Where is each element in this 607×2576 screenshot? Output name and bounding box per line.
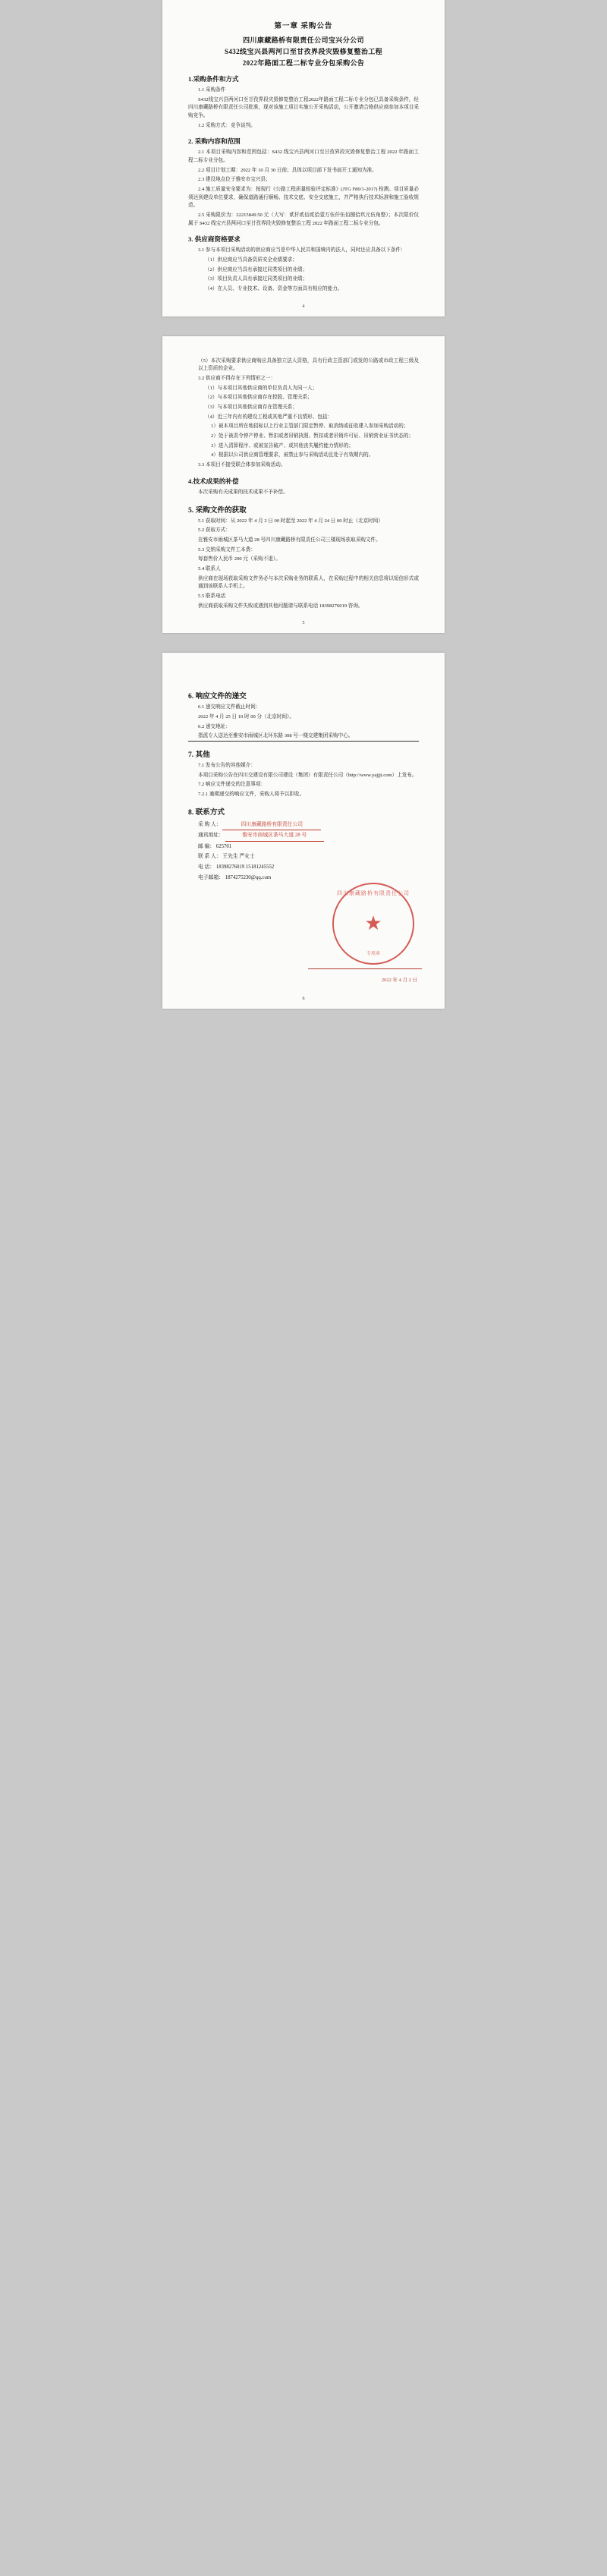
- signature-date: 2022 年 4 月 2 日: [381, 978, 417, 984]
- section-6-item-2-value: 指派专人送达至雅安市雨城区北环东路 308 号一楼交建集团采购中心。: [188, 732, 419, 742]
- company-seal-stamp: [332, 883, 414, 965]
- contact-label-email: 电子邮箱：: [198, 874, 224, 880]
- page-1: [162, 0, 445, 316]
- contact-label-buyer: 采 购 人：: [198, 821, 222, 827]
- org-line-3: 2022年路面工程二标专业分包采购公告: [242, 59, 365, 67]
- contact-label-address: 通讯地址：: [198, 833, 224, 839]
- p2-block-7: 1）被本项目所在地招标以上行业主管部门限定暂停、取消纳或征收建入参加采购活动的；: [211, 424, 409, 430]
- section-5-item-4: 5.3 交纳采购文件工本费：: [198, 546, 256, 553]
- section-4-text: 本次采购有关成果的技术成果不予补偿。: [198, 489, 288, 495]
- section-heading-5: 5. 采购文件的获取: [188, 505, 247, 515]
- page-number-2: 5: [302, 621, 305, 626]
- contact-value-buyer: 四川康藏路桥有限责任公司: [222, 820, 321, 831]
- page-title: 第一章 采购公告: [274, 23, 333, 30]
- section-5-item-8: 5.5 联系电话: [198, 593, 226, 599]
- section-7-item-2: 本项目采购公告在四川交建设有限公司建设（集团）有限责任公司（http://www.yajjjt.com）上发布。: [198, 772, 417, 778]
- seal-bottom-text: 专用章: [366, 952, 380, 957]
- section-heading-2: 2. 采购内容和范围: [188, 137, 241, 146]
- contact-value-postcode: 625701: [215, 843, 232, 849]
- contact-label-person: 联 系 人：: [198, 854, 222, 860]
- p2-block-4: （2）与本项目其他供应商存在控股、管理关系；: [205, 395, 313, 401]
- section-6-item-1-label: 6.1 递交响应文件截止时间：: [198, 704, 261, 710]
- section-7-item-4: 7.2.1 逾期递交的响应文件，采购人将予以拒收。: [198, 791, 305, 797]
- p2-block-1: （5）本次采购要求供应商购应具备独立法人资格，具有行政主管部门或发的公路或市政工程三级及以上资质的企业。: [198, 357, 419, 372]
- section-5-item-6: 5.4 联系人: [198, 565, 221, 572]
- org-line-1: 四川康藏路桥有限责任公司宝兴分公司: [243, 36, 364, 44]
- section-6-item-1-value: 2022 年 4 月 25 日 10 时 00 分（北京时间）。: [198, 713, 294, 720]
- p2-block-10: 4）根据以公司供应商管理要求，被禁止参与采购活动且处于有效期内的。: [211, 452, 374, 458]
- section-1-item-label-1: 1.1 采购条件: [198, 87, 226, 93]
- section-5-item-7: 供应商在现场获取采购文件务必与本次采购业务的联系人，在采购过程中的相关信息将以短信形式或通到该联系人手机上。: [198, 575, 419, 590]
- section-1-item-label-2: 1.2 采购方式：竞争谈判。: [198, 122, 256, 128]
- section-2-item-1: 2.1 本项目采购内容和范围包括：S432 线宝兴县两河口至甘孜界段灾毁修复整治工程 2022 年路面工程二标专业分包。: [188, 150, 419, 164]
- section-5-item-5: 每套售价人民币 200 元（采购不退）。: [198, 556, 281, 562]
- p2-block-3: （1）与本项目其他供应商的单位负责人为同一人；: [205, 385, 318, 391]
- section-5-item-1: 5.1 获取时间：从 2022 年 4 月 2 日 00 时起至 2022 年 4 月 24 日 00 时止（北京时间）: [198, 518, 383, 524]
- section-2-item-4: 2.4 施工质量安全要求为：按现行《公路工程质量检验评定标准》(JTG F80/1-2017) 检测。项目质量必须达到建设单位要求，确保道路通行顺畅、技术交底、安全交底施工，并严格执行技术标准和施工验收规范。: [188, 187, 419, 209]
- contact-value-phone: 18398276019 15181245552: [215, 864, 275, 870]
- section-7-item-3: 7.2 响应文件递交的注意事项：: [198, 782, 266, 788]
- document-pages: [0, 0, 607, 1009]
- page-3: [162, 653, 445, 1009]
- section-3-item-5: （4）在人员、专业技术、设备、资金等方面具有相应的能力。: [205, 286, 343, 292]
- section-5-item-2: 5.2 获取方式：: [198, 527, 231, 534]
- org-line-2: S432线宝兴县两河口至甘孜界段灾毁修复整治工程: [224, 48, 383, 55]
- section-1-item-text-1: S432线宝兴县两河口至甘孜界段灾毁修复整治工程2022年路面工程二标专业分包已具备采购条件，经四川康藏路桥有限责任公司批准，现对该施工项目实施公开采购活动，公开邀请合格供应商参加本项目采购竞争。: [188, 96, 419, 119]
- contact-value-address: 雅安市雨城区茶马大道 28 号: [225, 830, 324, 842]
- section-7-item-1: 7.1 发布公告的其他媒介：: [198, 762, 256, 768]
- p2-block-11: 3.3 本项目不接受联合体参加采购活动。: [198, 462, 286, 468]
- p2-block-6: （4）近三年内有的建设工程或其他严重不良情形、包括：: [205, 414, 333, 420]
- contact-value-email: 1874275230@qq.com: [225, 874, 272, 880]
- section-2-item-3: 2.3 建设地点位于雅安市宝兴县；: [198, 177, 271, 183]
- contact-field-address: [188, 830, 419, 842]
- contact-field-phone: [188, 862, 419, 873]
- contact-field-postcode: [188, 842, 419, 852]
- p2-block-8: 2）处于被责令停产停业、暂扣或者吊销执照、暂扣或者吊销许可证、吊销营业证书状态的；: [211, 433, 414, 439]
- section-5-item-9: 供应商获取采购文件失败或遇到其他问题请与联系电话 18398276019 咨询。: [198, 603, 363, 609]
- section-3-item-1: 3.1 参与本项目采购活动的供应商应当是中华人民共和国境内的法人，同时还应具备以下条件：: [198, 247, 406, 254]
- section-3-item-3: （2）供应商应当具有承接过同类项目的业绩；: [205, 266, 308, 272]
- section-heading-4: 4.技术成果的补偿: [188, 477, 239, 485]
- section-heading-7: 7. 其他: [188, 750, 210, 759]
- page-number-1: 4: [302, 304, 305, 309]
- contact-label-postcode: 邮 编：: [198, 843, 215, 849]
- section-3-item-2: （1）供应商应当具备资质安全业绩要求；: [205, 257, 297, 263]
- section-6-item-2-label: 6.2 递交地址：: [198, 723, 231, 729]
- section-heading-3: 3. 供应商资格要求: [188, 235, 241, 244]
- contact-value-person: 王先生 严女士: [222, 854, 255, 860]
- section-2-item-5: 2.5 采购限价为：22215849.50 元（大写：贰仟贰佰贰拾壹万伍仟伍佰捌拾玖元伍角整）；本次限价仅属于 S432 线宝兴县两河口至甘孜界段灾毁修复整治工程 2022 年路面工程二标专业分包。: [188, 213, 419, 226]
- section-5-item-3: 在雅安市雨城区茶马大道 28 号四川康藏路桥有限责任公司三楼现场获取采购文件。: [198, 537, 381, 543]
- section-heading-6: 6. 响应文件的递交: [188, 692, 247, 701]
- section-3-item-4: （3）项目负责人具有承接过同类项目的业绩；: [205, 276, 308, 282]
- star-icon: ★: [364, 912, 382, 935]
- section-heading-8: 8. 联系方式: [188, 808, 225, 817]
- section-heading-1: 1.采购条件和方式: [188, 75, 239, 83]
- page-2: [162, 336, 445, 633]
- p2-block-2: 3.2 供应商不得存在下列情形之一：: [198, 376, 276, 382]
- section-2-item-2: 2.2 项目计划工期：2022 年 10 月 30 日前；具体以项目部下发书面开工通知为准。: [198, 167, 377, 173]
- contact-label-phone: 电 话：: [198, 864, 215, 870]
- contact-field-email: [188, 873, 419, 883]
- contact-field-person: [188, 852, 419, 862]
- signature-line: [308, 968, 422, 969]
- contact-field-buyer: [188, 820, 419, 831]
- p2-block-5: （3）与本项目其他供应商存在管理关系；: [205, 405, 297, 411]
- p2-block-9: 3）进入清算程序、或被宣告破产、或其他丧失履约能力情形的；: [211, 442, 354, 449]
- page-number-3: 6: [302, 997, 305, 1002]
- seal-ring-text: 四川康藏路桥有限责任公司: [337, 890, 410, 897]
